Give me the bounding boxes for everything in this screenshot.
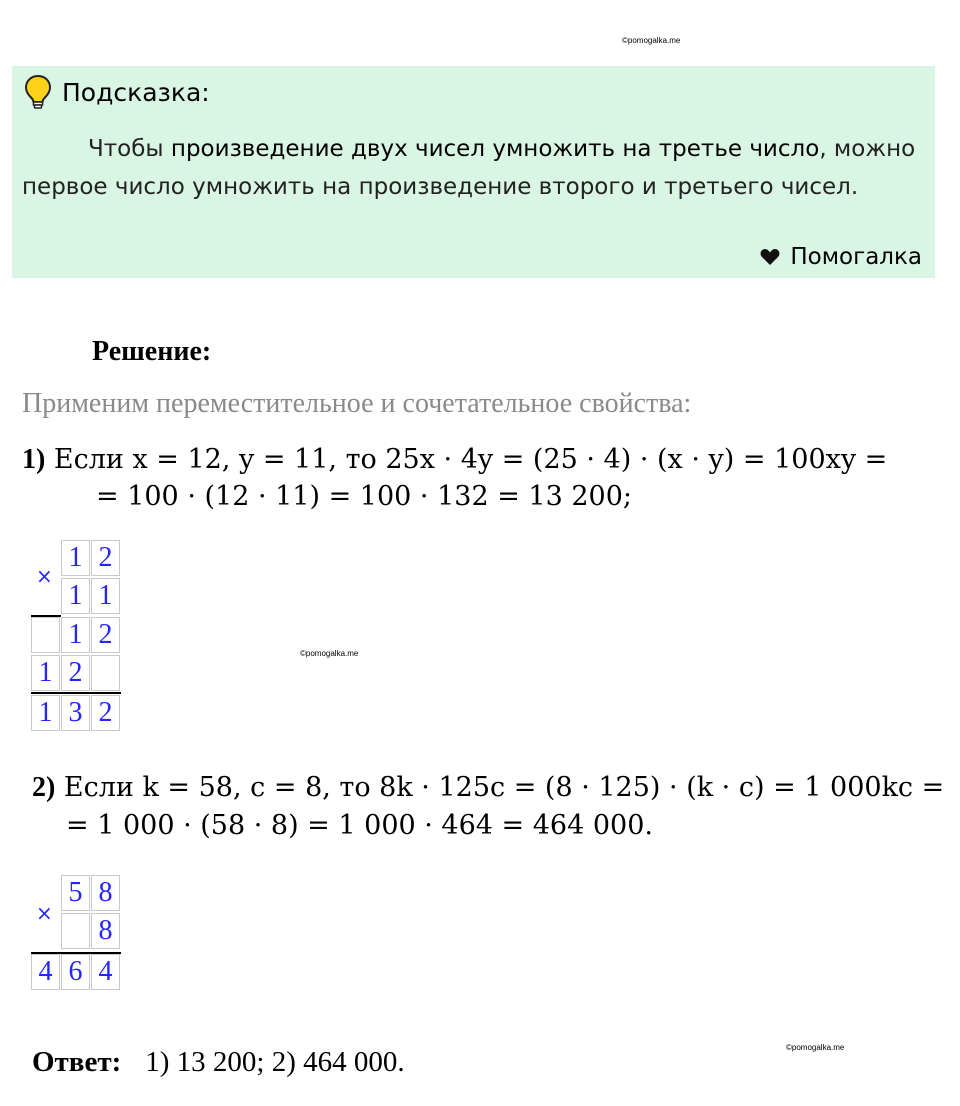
hint-title bbox=[24, 74, 210, 110]
watermark: ©pomogalka.me bbox=[622, 36, 681, 45]
digit-cell bbox=[61, 913, 90, 949]
signature-text: Помогалка bbox=[790, 244, 922, 270]
task2-number: 2) bbox=[32, 772, 56, 803]
solution-heading: Решение: bbox=[92, 336, 212, 367]
result-line bbox=[31, 692, 121, 694]
task2-multiplication bbox=[31, 875, 123, 993]
task2-line1 bbox=[32, 772, 944, 804]
digit-cell: 3 bbox=[61, 695, 90, 731]
hint-title-text: Подсказка: bbox=[62, 77, 210, 107]
multiply-sign: × bbox=[36, 564, 53, 588]
answer-value: 1) 13 200; 2) 464 000. bbox=[145, 1046, 405, 1078]
lightbulb-icon bbox=[24, 74, 52, 110]
task1-multiplication bbox=[31, 540, 123, 732]
digit-cell: 1 bbox=[31, 695, 60, 731]
hint-text-start: Чтобы bbox=[88, 136, 171, 162]
task1-expression: Если x = 12, y = 11, то 25x · 4y = (25 · 4) · (x · y) = 100xy = bbox=[53, 444, 888, 475]
task1-line1 bbox=[22, 444, 887, 476]
digit-cell: 4 bbox=[91, 954, 120, 990]
digit-cell: 5 bbox=[61, 875, 90, 911]
digit-cell: 2 bbox=[91, 540, 120, 576]
digit-cell: 8 bbox=[91, 913, 120, 949]
multiply-sign: × bbox=[36, 901, 53, 925]
digit-cell: 1 bbox=[91, 578, 120, 614]
hint-signature bbox=[760, 244, 922, 270]
task2-line2: = 1 000 · (58 · 8) = 1 000 · 464 = 464 000. bbox=[66, 810, 653, 841]
answer bbox=[32, 1046, 405, 1079]
answer-label: Ответ: bbox=[32, 1046, 122, 1078]
digit-cell: 2 bbox=[61, 655, 90, 691]
digit-cell: 6 bbox=[61, 954, 90, 990]
hint-text bbox=[22, 130, 922, 206]
digit-cell: 2 bbox=[91, 617, 120, 653]
digit-cell: 1 bbox=[61, 617, 90, 653]
digit-cell: 1 bbox=[61, 540, 90, 576]
watermark: ©pomogalka.me bbox=[300, 649, 359, 658]
heart-icon bbox=[760, 248, 780, 266]
hint-text-end: , можно первое число умножить на произведение второго и третьего чисел. bbox=[22, 136, 916, 200]
hint-text-emphasis: произведение двух чисел умножить на третье число bbox=[170, 136, 820, 162]
digit-cell: 1 bbox=[61, 578, 90, 614]
digit-cell: 1 bbox=[31, 655, 60, 691]
watermark: ©pomogalka.me bbox=[786, 1043, 845, 1052]
digit-cell: 4 bbox=[31, 954, 60, 990]
task2-expression: Если k = 58, c = 8, то 8k · 125c = (8 · 125) · (k · c) = 1 000kc = bbox=[63, 772, 945, 803]
digit-cell: 8 bbox=[91, 875, 120, 911]
digit-cell bbox=[31, 617, 60, 653]
solution-intro: Применим переместительное и сочетательное свойства: bbox=[22, 388, 692, 419]
digit-cell: 2 bbox=[91, 695, 120, 731]
digit-cell bbox=[91, 655, 120, 691]
task1-line2: = 100 · (12 · 11) = 100 · 132 = 13 200; bbox=[96, 481, 632, 512]
task1-number: 1) bbox=[22, 444, 46, 475]
